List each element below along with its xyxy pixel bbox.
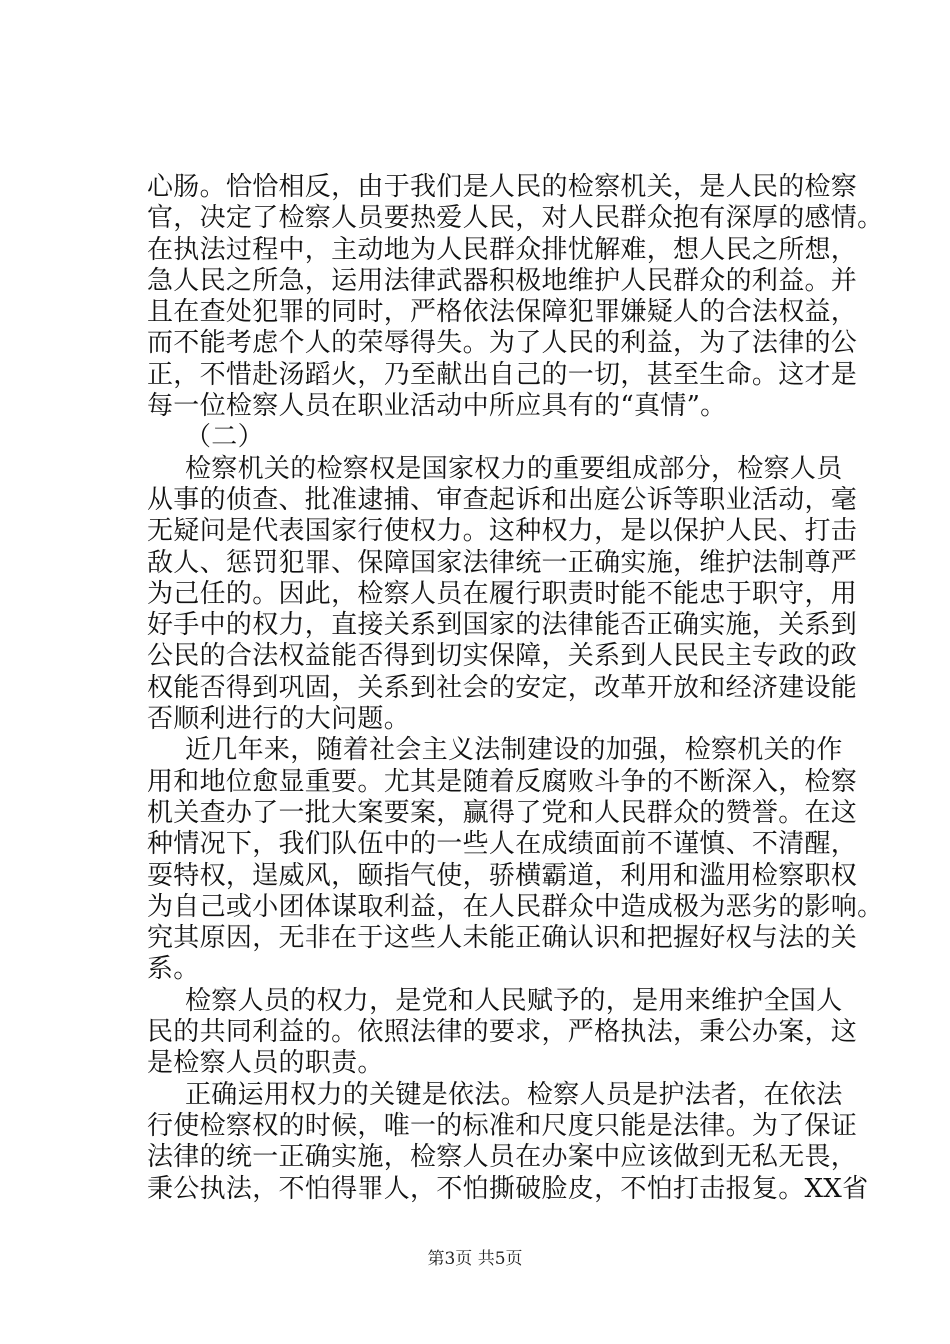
text-line: 究其原因，无非在于这些人未能正确认识和把握好权与法的关: [147, 923, 858, 954]
text-line: 系。: [147, 954, 200, 985]
text-line: 检察人员的权力，是党和人民赋予的，是用来维护全国人: [185, 985, 843, 1016]
text-line: 否顺利进行的大问题。: [147, 704, 411, 735]
text-line: 是检察人员的职责。: [147, 1048, 384, 1079]
text-line: 而不能考虑个人的荣辱得失。为了人民的利益，为了法律的公: [147, 328, 858, 359]
text-line: 且在查处犯罪的同时，严格依法保障犯罪嫌疑人的合法权益，: [147, 297, 858, 328]
text-line: 无疑问是代表国家行使权力。这种权力，是以保护人民、打击: [147, 516, 858, 547]
text-line: 耍特权，逞威风，颐指气使，骄横霸道，利用和滥用检察职权: [147, 860, 858, 891]
text-line: 从事的侦查、批准逮捕、审查起诉和出庭公诉等职业活动，毫: [147, 484, 858, 515]
text-line: 在执法过程中，主动地为人民群众排忧解难，想人民之所想，: [147, 234, 858, 265]
text-line: 心肠。恰恰相反，由于我们是人民的检察机关，是人民的检察: [147, 172, 858, 202]
text-line: 为自己或小团体谋取利益，在人民群众中造成极为恶劣的影响。: [147, 891, 884, 922]
document-body: [147, 172, 884, 1205]
text-line: 敌人、惩罚犯罪、保障国家法律统一正确实施，维护法制尊严: [147, 547, 858, 578]
text-line: 急人民之所急，运用法律武器积极地维护人民群众的利益。并: [147, 265, 858, 296]
text-line: 官，决定了检察人员要热爱人民，对人民群众抱有深厚的感情。: [147, 203, 884, 234]
text-line: 好手中的权力，直接关系到国家的法律能否正确实施，关系到: [147, 610, 858, 641]
text-line: 行使检察权的时候，唯一的标准和尺度只能是法律。为了保证: [147, 1110, 858, 1141]
page-footer: 第3页 共5页: [427, 1249, 523, 1269]
text-line: 机关查办了一批大案要案，赢得了党和人民群众的赞誉。在这: [147, 797, 858, 828]
text-line: 用和地位愈显重要。尤其是随着反腐败斗争的不断深入，检察: [147, 766, 858, 797]
text-line: 公民的合法权益能否得到切实保障，关系到人民民主专政的政: [147, 641, 858, 672]
text-line: 每一位检察人员在职业活动中所应具有的“真情”。: [147, 391, 727, 422]
text-line: 为己任的。因此，检察人员在履行职责时能不能忠于职守，用: [147, 578, 858, 609]
text-line: 正确运用权力的关键是依法。检察人员是护法者，在依法: [185, 1079, 843, 1110]
text-line: 民的共同利益的。依照法律的要求，严格执法，秉公办案，这: [147, 1017, 858, 1048]
text-line: 正，不惜赴汤蹈火，乃至献出自己的一切，甚至生命。这才是: [147, 359, 858, 390]
text-line: 法律的统一正确实施，检察人员在办案中应该做到无私无畏，: [147, 1142, 858, 1173]
text-line: 秉公执法，不怕得罪人，不怕撕破脸皮，不怕打击报复。XX省: [147, 1173, 869, 1204]
text-line: 近几年来，随着社会主义法制建设的加强，检察机关的作: [185, 735, 843, 766]
text-line: （二）: [185, 422, 264, 453]
text-line: 检察机关的检察权是国家权力的重要组成部分，检察人员: [185, 453, 843, 484]
text-line: 权能否得到巩固，关系到社会的安定，改革开放和经济建设能: [147, 672, 858, 703]
text-line: 种情况下，我们队伍中的一些人在成绩面前不谨慎、不清醒，: [147, 829, 858, 860]
